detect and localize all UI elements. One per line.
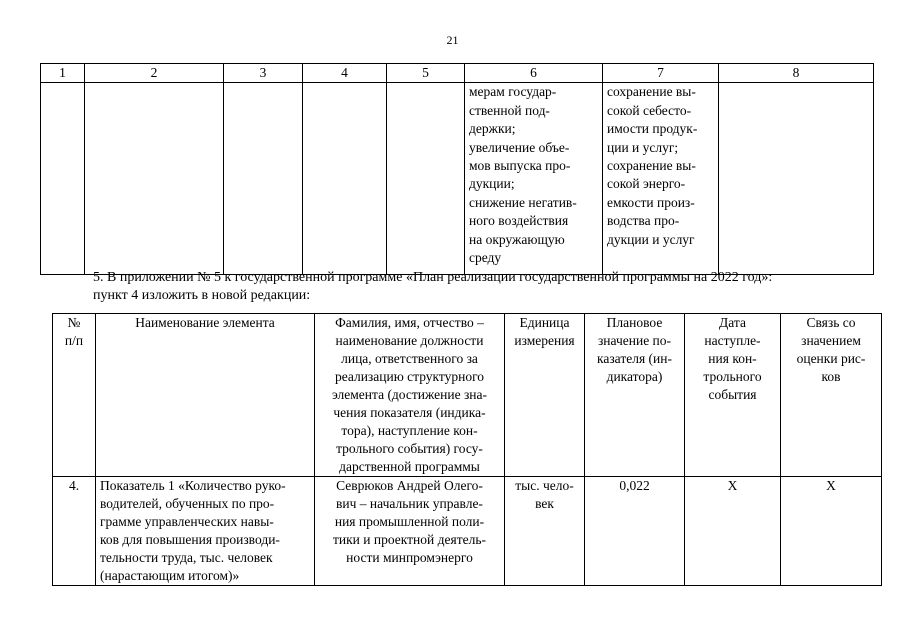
text-line: дукции и услуг <box>607 231 695 247</box>
table1-cell-7 <box>603 83 719 275</box>
text-line: трольного события) госу- <box>336 441 483 456</box>
header-element-name <box>96 314 315 477</box>
text-line: вич – начальник управле- <box>336 496 483 511</box>
text-line: дикатора) <box>606 369 663 384</box>
header-responsible <box>315 314 505 477</box>
table1-header-3: 3 <box>224 64 303 83</box>
text-line: элемента (достижение зна- <box>331 387 488 402</box>
row-planned-value: 0,022 <box>585 477 685 586</box>
text-line: тыс. чело- <box>515 478 574 493</box>
table1-header-8: 8 <box>719 64 874 83</box>
text-line: чения показателя (индика- <box>333 405 486 420</box>
text-line: тики и проектной деятель- <box>333 532 486 547</box>
text-line: ков для повышения производи- <box>100 532 280 547</box>
text-line: наступле- <box>704 333 761 348</box>
table-row <box>41 83 874 275</box>
text-line: сокой себесто- <box>607 102 692 118</box>
table1-header-row <box>41 64 874 83</box>
text-line: наименование должности <box>335 333 484 348</box>
plan-table <box>52 313 882 586</box>
amendment-line-2: пункт 4 изложить в новой редакции: <box>93 288 311 303</box>
table1-header-5: 5 <box>387 64 465 83</box>
amendment-line-1: 5. В приложении № 5 к государственной программе «План реализации государственной программы на 2022 год»: <box>93 270 773 285</box>
text-line: события <box>708 387 757 402</box>
text-line: держки; <box>469 121 516 137</box>
continuation-table <box>40 63 874 275</box>
row-responsible <box>315 477 505 586</box>
table1-cell-5 <box>387 83 465 275</box>
table-row <box>53 477 882 586</box>
table1-cell-2 <box>85 83 224 275</box>
text-line: дарственной программы <box>339 459 480 474</box>
text-line: лица, ответственного за <box>341 351 478 366</box>
row-element-name <box>96 477 315 586</box>
header-risk-link <box>781 314 882 477</box>
table1-header-7: 7 <box>603 64 719 83</box>
text-line: век <box>535 496 554 511</box>
text-line: значение по- <box>597 333 672 348</box>
table1-header-4: 4 <box>303 64 387 83</box>
text-line: значением <box>801 333 861 348</box>
table1-col7-text <box>603 83 718 249</box>
text-line: реализацию структурного <box>334 369 485 384</box>
table1-header-1: 1 <box>41 64 85 83</box>
text-line: емкости произ- <box>607 194 695 210</box>
text-line: дукции; <box>469 176 515 192</box>
table1-cell-8 <box>719 83 874 275</box>
text-line: трольного <box>703 369 762 384</box>
table1-cell-6 <box>465 83 603 275</box>
text-line: ков <box>821 369 841 384</box>
text-line: сохранение вы- <box>607 84 696 100</box>
text-line: тора), наступление кон- <box>341 423 478 438</box>
text-line: Единица <box>519 315 570 330</box>
text-line: грамме управленческих навы- <box>100 514 274 529</box>
text-line: Севрюков Андрей Олего- <box>336 478 483 493</box>
text-line: ного воздействия <box>469 213 569 229</box>
text-line: ственной под- <box>469 102 550 118</box>
header-number <box>53 314 96 477</box>
text-line: мерам государ- <box>469 84 557 100</box>
text-line: тельности труда, тыс. человек <box>100 550 273 565</box>
text-line: водителей, обученных по про- <box>100 496 275 511</box>
text-line: п/п <box>64 333 84 348</box>
table2-header-row <box>53 314 882 477</box>
text-line: ности минпромэнерго <box>346 550 473 565</box>
text-line: Дата <box>719 315 746 330</box>
table1-cell-1 <box>41 83 85 275</box>
table1-cell-4 <box>303 83 387 275</box>
text-line: Наименование элемента <box>135 315 275 330</box>
table1-col6-text <box>465 83 602 267</box>
text-line: оценки рис- <box>796 351 866 366</box>
text-line: (нарастающим итогом)» <box>100 568 240 583</box>
text-line: Плановое <box>606 315 663 330</box>
table1-header-6: 6 <box>465 64 603 83</box>
text-line: измерения <box>514 333 575 348</box>
row-number: 4. <box>53 477 96 586</box>
text-line: казателя (ин- <box>597 351 672 366</box>
text-line: Показатель 1 «Количество руко- <box>100 478 286 493</box>
row-risk-link: Х <box>781 477 882 586</box>
text-line: увеличение объе- <box>469 139 570 155</box>
text-line: водства про- <box>607 213 680 229</box>
text-line: на окружающую <box>469 231 565 247</box>
text-line: Фамилия, имя, отчество – <box>335 315 484 330</box>
text-line: Связь со <box>806 315 856 330</box>
text-line: имости продук- <box>607 121 698 137</box>
text-line: № <box>67 315 81 330</box>
text-line: среду <box>469 250 502 266</box>
header-event-date <box>685 314 781 477</box>
table1-header-2: 2 <box>85 64 224 83</box>
row-event-date: Х <box>685 477 781 586</box>
header-planned-value <box>585 314 685 477</box>
table1-cell-3 <box>224 83 303 275</box>
text-line: ции и услуг; <box>607 139 679 155</box>
text-line: сокой энерго- <box>607 176 686 192</box>
text-line: мов выпуска про- <box>469 158 571 174</box>
text-line: ния кон- <box>708 351 757 366</box>
text-line: снижение негатив- <box>469 194 577 210</box>
text-line: ния промышленной поли- <box>334 514 485 529</box>
text-line: сохранение вы- <box>607 158 696 174</box>
row-unit <box>505 477 585 586</box>
page-number: 21 <box>446 33 459 47</box>
header-unit <box>505 314 585 477</box>
